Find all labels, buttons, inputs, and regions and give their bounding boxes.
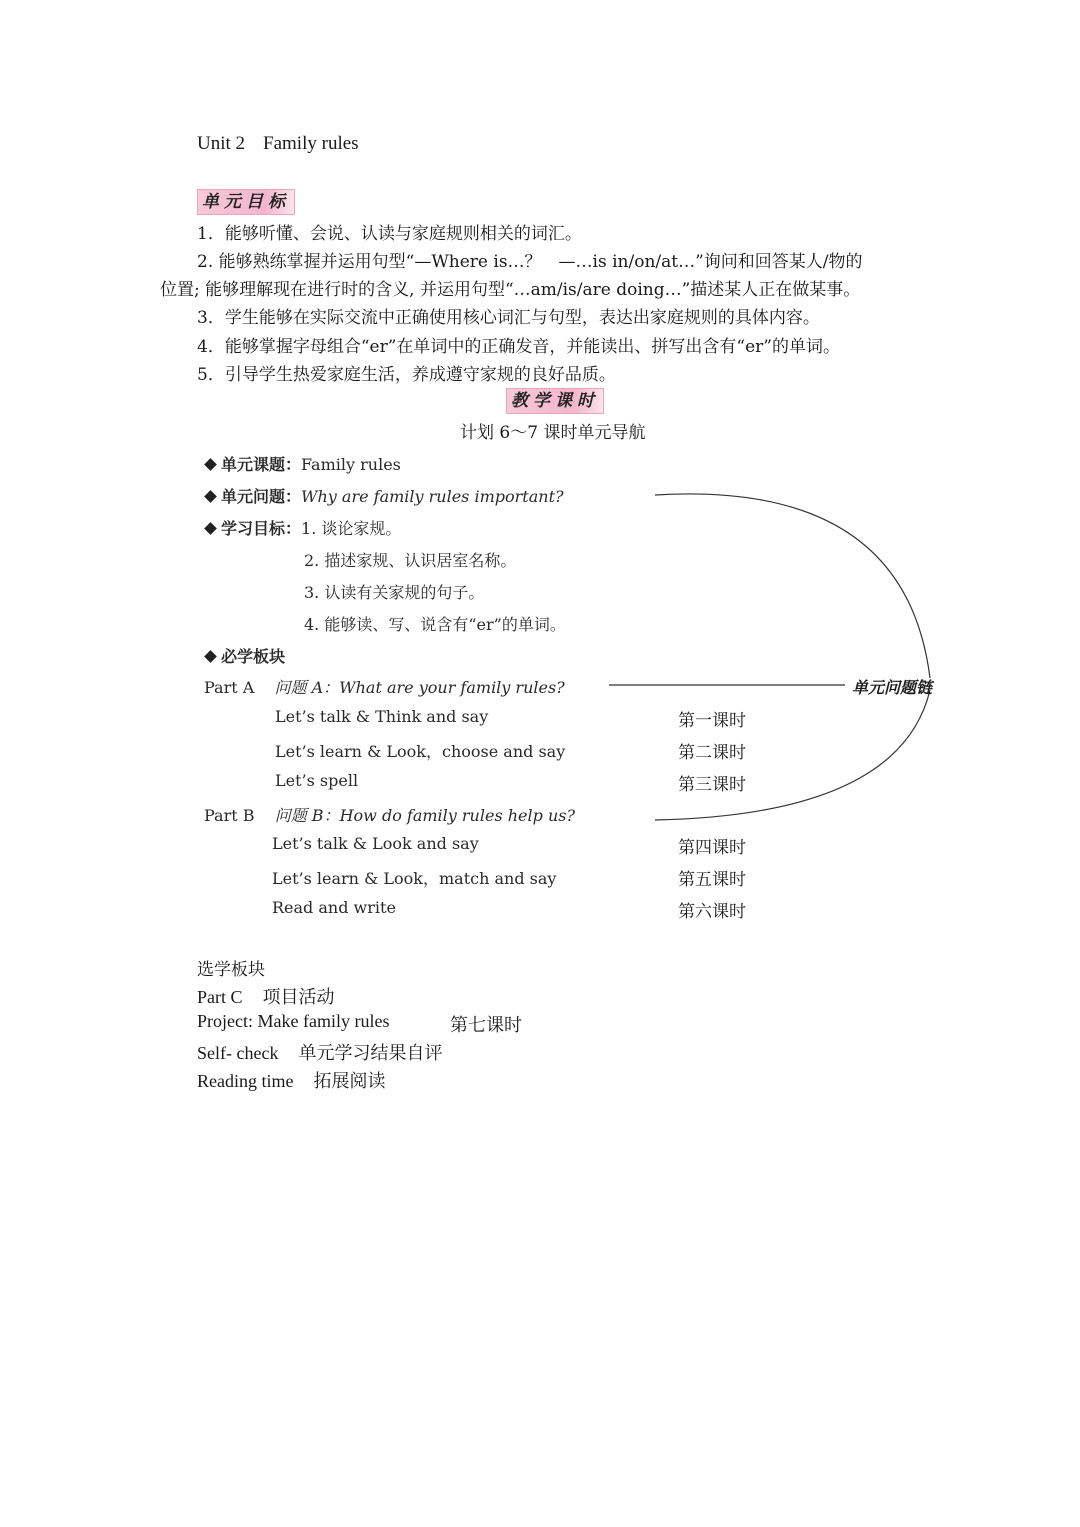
objective-3: 3. 认读有关家规的句子。 — [304, 583, 485, 602]
partC-name: Part C — [197, 987, 243, 1007]
goal-item-2: 2. 能够熟练掌握并运用句型“—Where is…？ —…is in/on/at…”询问和回答某人/物的 — [197, 252, 863, 272]
partB-lesson-2: 第五课时 — [678, 870, 746, 890]
optional-heading: 选学板块 — [197, 960, 265, 980]
partA-q-text: What are your family rules? — [339, 678, 565, 697]
goal-item-5: 5．引导学生热爱家庭生活，养成遵守家规的良好品质。 — [197, 365, 616, 385]
lessons-badge: 教学课时 — [506, 388, 604, 414]
selfcheck-text: 单元学习结果自评 — [298, 1043, 443, 1063]
optional-project: Project: Make family rules — [197, 1011, 390, 1031]
partA-item-2: Let’s learn & Look，choose and say — [275, 742, 566, 761]
chain-arc-bottom — [655, 690, 930, 820]
partA-item-3: Let’s spell — [275, 771, 359, 790]
chain-label: 单元问题链 — [852, 678, 933, 697]
partA-row: Part A 问题 A：What are your family rules? — [204, 678, 565, 697]
goal-item-3: 3．学生能够在实际交流中正确使用核心词汇与句型，表达出家庭规则的具体内容。 — [197, 308, 820, 328]
nav-required-label: 必学板块 — [221, 647, 286, 666]
nav-topic: 单元课题：Family rules — [204, 452, 401, 475]
reading-name: Reading time — [197, 1071, 294, 1091]
goal-item-4: 4．能够掌握字母组合“er”在单词中的正确发音，并能读出、拼写出含有“er”的单词。 — [197, 337, 840, 357]
partB-q-text: How do family rules help us? — [339, 806, 576, 825]
partC-text: 项目活动 — [262, 987, 335, 1007]
reading-text: 拓展阅读 — [313, 1071, 386, 1091]
partA-item-1: Let’s talk & Think and say — [275, 707, 489, 726]
unit-topic: Family rules — [263, 133, 359, 154]
chain-arc-top — [655, 494, 930, 678]
optional-selfcheck — [197, 1039, 442, 1065]
nav-question-label: 单元问题 — [221, 487, 286, 506]
nav-question: 单元问题：Why are family rules important? — [204, 484, 564, 507]
unit-number: Unit 2 — [197, 133, 246, 154]
selfcheck-name: Self- check — [197, 1043, 279, 1063]
plan-line: 计划 6～7 课时单元导航 — [460, 423, 646, 443]
goal-item-1: 1．能够听懂、会说、认读与家庭规则相关的词汇。 — [197, 224, 582, 244]
goals-badge: 单元目标 — [197, 189, 295, 215]
partB-lesson-3: 第六课时 — [678, 902, 746, 922]
partB-item-2: Let’s learn & Look，match and say — [272, 869, 557, 888]
nav-topic-label: 单元课题 — [221, 455, 286, 474]
partA-name: Part A — [204, 678, 255, 697]
objective-2: 2. 描述家规、认识居室名称。 — [304, 551, 517, 570]
partA-q-label: 问题 A — [274, 678, 324, 697]
partB-item-3: Read and write — [272, 898, 396, 917]
nav-question-value: Why are family rules important? — [301, 487, 564, 506]
optional-reading — [197, 1067, 385, 1093]
partA-lesson-3: 第三课时 — [678, 775, 746, 795]
partB-name: Part B — [204, 806, 255, 825]
optional-partC — [197, 983, 335, 1009]
objective-1: 1. 谈论家规。 — [301, 519, 402, 538]
nav-objectives-label: 学习目标 — [221, 519, 286, 538]
goal-item-2-cont: 位置; 能够理解现在进行时的含义, 并运用句型“…am/is/are doing…”描述某人正在做某事。 — [160, 280, 861, 300]
partA-lesson-1: 第一课时 — [678, 711, 746, 731]
nav-topic-value: Family rules — [301, 455, 401, 474]
partA-lesson-2: 第二课时 — [678, 743, 746, 763]
partB-lesson-1: 第四课时 — [678, 838, 746, 858]
partB-item-1: Let’s talk & Look and say — [272, 834, 479, 853]
optional-project-lesson: 第七课时 — [450, 1015, 522, 1035]
nav-objectives: 学习目标：1. 谈论家规。 — [204, 516, 401, 539]
objective-4: 4. 能够读、写、说含有“er”的单词。 — [304, 615, 566, 634]
partB-q-label: 问题 B — [274, 806, 324, 825]
partB-row: Part B 问题 B：How do family rules help us? — [204, 806, 576, 825]
